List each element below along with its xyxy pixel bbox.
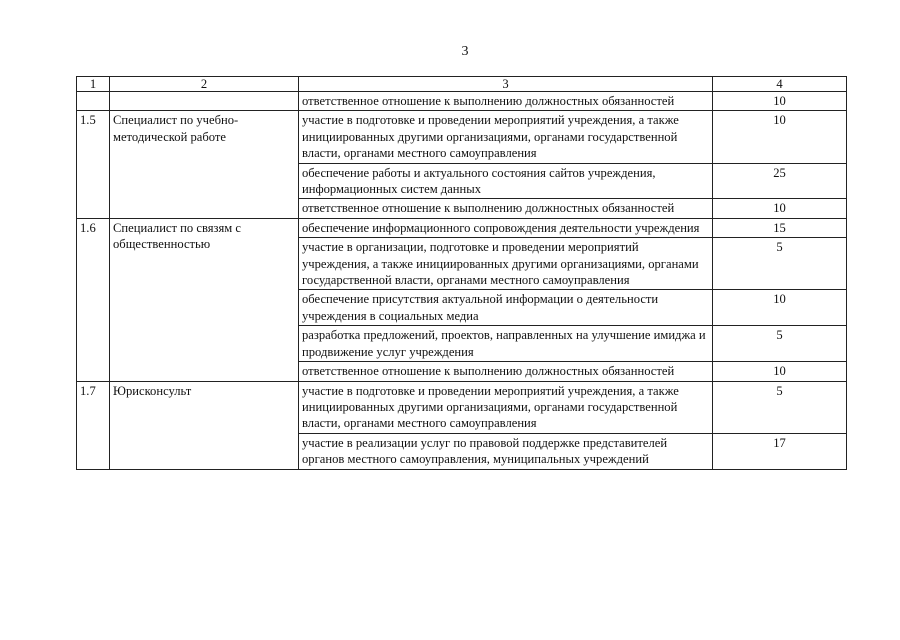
criterion-score-cell: 15: [713, 218, 847, 237]
table-body: [77, 92, 847, 470]
page-number: 3: [461, 44, 469, 59]
table-row: [77, 218, 847, 237]
criterion-text-cell: ответственное отношение к выполнению должностных обязанностей: [299, 362, 713, 381]
header-col-2: 2: [110, 77, 299, 92]
criterion-score-cell: 10: [713, 290, 847, 326]
criterion-text-cell: обеспечение присутствия актуальной информации о деятельности учреждения в социальных медиа: [299, 290, 713, 326]
position-number-cell: 1.7: [77, 381, 110, 469]
criterion-score-cell: 5: [713, 381, 847, 433]
table-header-row: [77, 77, 847, 92]
header-col-1: 1: [77, 77, 110, 92]
position-title-cell: [110, 92, 299, 111]
criterion-score-cell: 10: [713, 111, 847, 163]
header-col-3: 3: [299, 77, 713, 92]
criterion-score-cell: 10: [713, 92, 847, 111]
criterion-score-cell: 10: [713, 362, 847, 381]
table-row: [77, 381, 847, 433]
table-row: [77, 111, 847, 163]
criterion-score-cell: 10: [713, 199, 847, 218]
criterion-text-cell: ответственное отношение к выполнению должностных обязанностей: [299, 92, 713, 111]
criterion-text-cell: участие в реализации услуг по правовой поддержке представителей органов местного самоуправления, муниципальных учреждений: [299, 433, 713, 469]
table-row: [77, 92, 847, 111]
position-title-cell: Специалист по учебно-методической работе: [110, 111, 299, 218]
criterion-text-cell: разработка предложений, проектов, направленных на улучшение имиджа и продвижение услуг учреждения: [299, 326, 713, 362]
header-col-4: 4: [713, 77, 847, 92]
position-title-cell: Специалист по связям с общественностью: [110, 218, 299, 381]
criterion-text-cell: обеспечение информационного сопровождения деятельности учреждения: [299, 218, 713, 237]
criterion-score-cell: 17: [713, 433, 847, 469]
criterion-text-cell: обеспечение работы и актуального состояния сайтов учреждения, информационных систем данных: [299, 163, 713, 199]
criterion-text-cell: участие в подготовке и проведении мероприятий учреждения, а также инициированных другими организациями, органами государственной власти, органами местного самоуправления: [299, 111, 713, 163]
position-number-cell: [77, 92, 110, 111]
position-title-cell: Юрисконсульт: [110, 381, 299, 469]
position-number-cell: 1.5: [77, 111, 110, 218]
criteria-table: [76, 76, 847, 470]
criterion-score-cell: 5: [713, 238, 847, 290]
position-number-cell: 1.6: [77, 218, 110, 381]
criterion-text-cell: участие в организации, подготовке и проведении мероприятий учреждения, а также инициированных другими организациями, органами государственной власти, органами местного самоуправления: [299, 238, 713, 290]
criterion-score-cell: 5: [713, 326, 847, 362]
criterion-text-cell: ответственное отношение к выполнению должностных обязанностей: [299, 199, 713, 218]
criterion-text-cell: участие в подготовке и проведении мероприятий учреждения, а также инициированных другими организациями, органами государственной власти, органами местного самоуправления: [299, 381, 713, 433]
criterion-score-cell: 25: [713, 163, 847, 199]
